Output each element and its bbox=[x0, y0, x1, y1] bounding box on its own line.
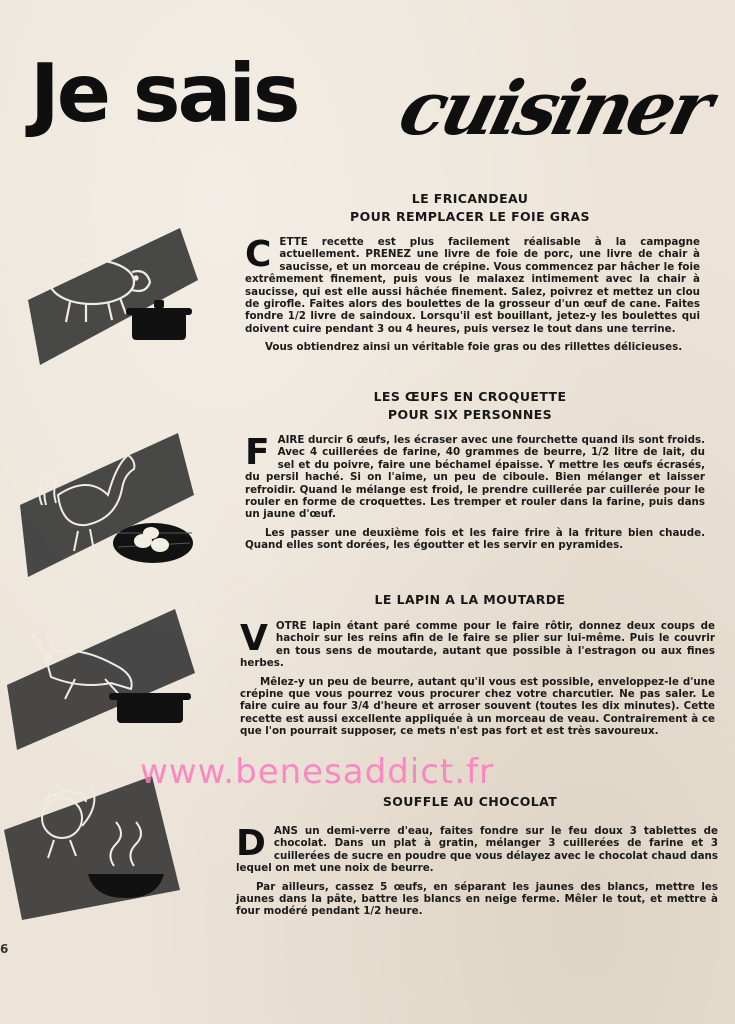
heading-line: SOUFFLE AU CHOCOLAT bbox=[382, 794, 558, 809]
recipe-paragraph: ETTE recette est plus facilement réalisable à la campagne actuellement. PRENEZ une livre de foie de porc, une livre de chair à saucisse, et un morceau de crépine. Vous commencez par hâcher le foie extrêmement finement, puis vous le malaxez intimement avec la chair à saucisse, qui est elle aussi hâchée finement. Salez, poivrez et mettez un clou de girofle. Faites alors des boulettes de la grosseur d'un œuf de cane. Faites fondre 1/2 livre de saindoux. Lorsqu'il est bouillant, jetez-y les boulettes qui doivent cuire pendant 3 ou 4 heures, puis versez le tout dans une terrine. bbox=[245, 236, 700, 335]
recipe-heading-souffle bbox=[305, 793, 635, 811]
recipe-paragraph: AIRE durcir 6 œufs, les écraser avec une fourchette quand ils sont froids. Avec 4 cuillerées de farine, 40 grammes de beurre, 1/2 litre de lait, du sel et du poivre, faire une béchamel épaisse. Y mettre les œufs écrasés, du persil haché. Si on l'aime, un peu de ciboule. Bien mélanger et laisser refroidir. Quand le mélange est froid, le prendre cuillerée par cuillerée pour le rouler en forme de croquettes. Les tremper et rouler dans la farine, puis dans un jaune d'œuf. bbox=[245, 434, 705, 521]
recipe-body-fricandeau bbox=[245, 236, 700, 360]
illustration-souffle bbox=[2, 770, 192, 925]
title-script: cuisiner bbox=[391, 66, 718, 152]
heading-line: LE LAPIN A LA MOUTARDE bbox=[374, 592, 566, 607]
recipe-paragraph: Mêlez-y un peu de beurre, autant qu'il vous est possible, enveloppez-le d'une crépine que vous pourrez vous procurer chez votre charcutier. Ne pas saler. Le faire cuire au four 3/4 d'heure et arroser souvent (toutes les dix minutes). Cette recette est aussi excellente appliquée à un morceau de veau. Contrairement à ce que l'on pourrait supposer, ce mets n'est pas fort et est très savoureux. bbox=[240, 675, 715, 738]
brush-band bbox=[4, 776, 180, 920]
illustration-oeufs bbox=[18, 425, 198, 585]
watermark: www.benesaddict.fr bbox=[140, 752, 495, 792]
heading-line: POUR REMPLACER LE FOIE GRAS bbox=[350, 209, 590, 224]
heading-line: LES ŒUFS EN CROQUETTE bbox=[373, 389, 567, 404]
heading-line: POUR SIX PERSONNES bbox=[387, 407, 553, 422]
recipe-paragraph: Par ailleurs, cassez 5 œufs, en séparant les jaunes des blancs, mettre les jaunes dans la pâte, battre les blancs en neige ferme. Mêler le tout, et mettre à four modéré pendant 1/2 heure. bbox=[236, 880, 718, 918]
page-number: 6 bbox=[0, 942, 9, 956]
recipe-body-lapin bbox=[240, 620, 715, 744]
recipe-paragraph: OTRE lapin étant paré comme pour le faire rôtir, donnez deux coups de hachoir sur les reins afin de le faire se plier sur lui-même. Puis le couvrir en tous sens de moutarde, autant que possible à l'estragon ou aux fines herbes. bbox=[240, 620, 715, 670]
recipe-heading-fricandeau bbox=[300, 190, 640, 226]
drop-cap: V bbox=[240, 618, 268, 659]
drop-cap: D bbox=[236, 823, 266, 864]
title-main: Je sais bbox=[30, 47, 298, 140]
drop-cap: C bbox=[245, 234, 272, 275]
egg-nest-icon bbox=[113, 523, 193, 563]
recipe-paragraph: Vous obtiendrez ainsi un véritable foie gras ou des rillettes délicieuses. bbox=[265, 341, 683, 354]
illustration-lapin bbox=[5, 605, 205, 755]
brush-band bbox=[28, 228, 198, 365]
recipe-heading-lapin bbox=[300, 591, 640, 609]
recipe-paragraph: Les passer une deuxième fois et les faire frire à la friture bien chaude. Quand elles sont dorées, les égoutter et les servir en pyramides. bbox=[245, 526, 705, 552]
roasting-pan-icon bbox=[109, 693, 191, 723]
recipe-paragraph: ANS un demi-verre d'eau, faites fondre sur le feu doux 3 tablettes de chocolat. Dans un plat à gratin, mélanger 3 cuillerées de farine et 3 cuillerées de sucre en poudre que vous délayez avec le chocolat chaud dans lequel on met une noix de beurre. bbox=[236, 825, 718, 875]
illustration-fricandeau bbox=[20, 220, 210, 370]
drop-cap: F bbox=[245, 432, 270, 473]
brush-band bbox=[7, 609, 195, 750]
recipe-body-oeufs bbox=[245, 434, 705, 558]
recipe-heading-oeufs bbox=[300, 388, 640, 424]
page-title bbox=[30, 47, 720, 162]
recipe-body-souffle bbox=[236, 825, 718, 924]
heading-line: LE FRICANDEAU bbox=[411, 191, 529, 206]
